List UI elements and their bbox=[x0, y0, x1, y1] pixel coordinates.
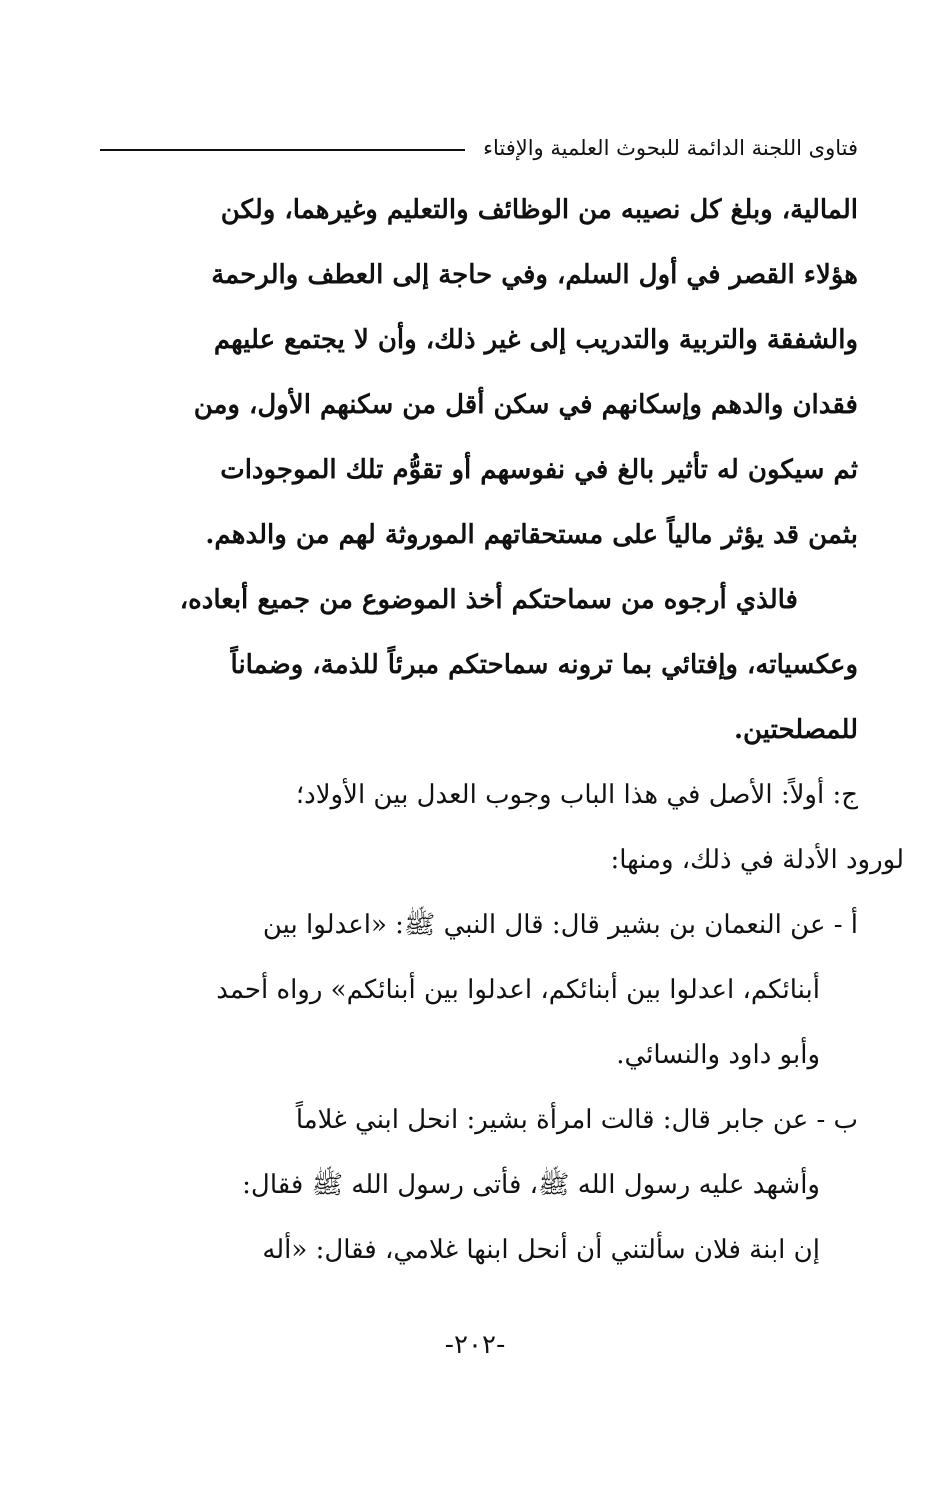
hadith-line: ب - عن جابر قال: قالت امرأة بشير: انحل ابني غلاماً bbox=[295, 1105, 858, 1135]
text-line: للمصلحتين. bbox=[733, 715, 858, 745]
text-line: فالذي أرجوه من سماحتكم أخذ الموضوع من جميع أبعاده، bbox=[179, 585, 798, 615]
text-line: لورود الأدلة في ذلك، ومنها: bbox=[610, 845, 904, 875]
answer-line: ج: أولاً: الأصل في هذا الباب وجوب العدل بين الأولاد؛ bbox=[295, 780, 858, 810]
page-number: -٢٠٢- bbox=[444, 1330, 506, 1360]
hadith-line: أ - عن النعمان بن بشير قال: قال النبي ﷺ: «اعدلوا بين bbox=[262, 910, 858, 940]
hadith-line: وأشهد عليه رسول الله ﷺ، فأتى رسول الله ﷺ فقال: bbox=[242, 1170, 820, 1200]
hadith-line: أبنائكم، اعدلوا بين أبنائكم، اعدلوا بين أبنائكم» رواه أحمد bbox=[216, 975, 820, 1005]
text-line: والشفقة والتربية والتدريب إلى غير ذلك، وأن لا يجتمع عليهم bbox=[213, 325, 858, 355]
body-text bbox=[128, 178, 904, 1283]
text-line: بثمن قد يؤثر مالياً على مستحقاتهم الموروثة لهم من والدهم. bbox=[205, 520, 858, 550]
text-line: ثم سيكون له تأثير بالغ في نفوسهم أو تقوُّم تلك الموجودات bbox=[220, 455, 858, 485]
text-line: المالية، وبلغ كل نصيبه من الوظائف والتعليم وغيرهما، ولكن bbox=[220, 195, 858, 225]
text-line: فقدان والدهم وإسكانهم في سكن أقل من سكنهم الأول، ومن bbox=[193, 390, 858, 420]
hadith-line: إن ابنة فلان سألتني أن أنحل ابنها غلامي، فقال: «أله bbox=[262, 1235, 820, 1265]
text-line: هؤلاء القصر في أول السلم، وفي حاجة إلى العطف والرحمة bbox=[211, 260, 858, 290]
header-rule bbox=[100, 149, 465, 151]
running-header bbox=[100, 128, 858, 168]
text-line: وعكسياته، وإفتائي بما ترونه سماحتكم مبرئاً للذمة، وضماناً bbox=[230, 650, 858, 680]
header-title: فتاوى اللجنة الدائمة للبحوث العلمية والإفتاء bbox=[483, 136, 858, 160]
hadith-line: وأبو داود والنسائي. bbox=[616, 1040, 820, 1070]
